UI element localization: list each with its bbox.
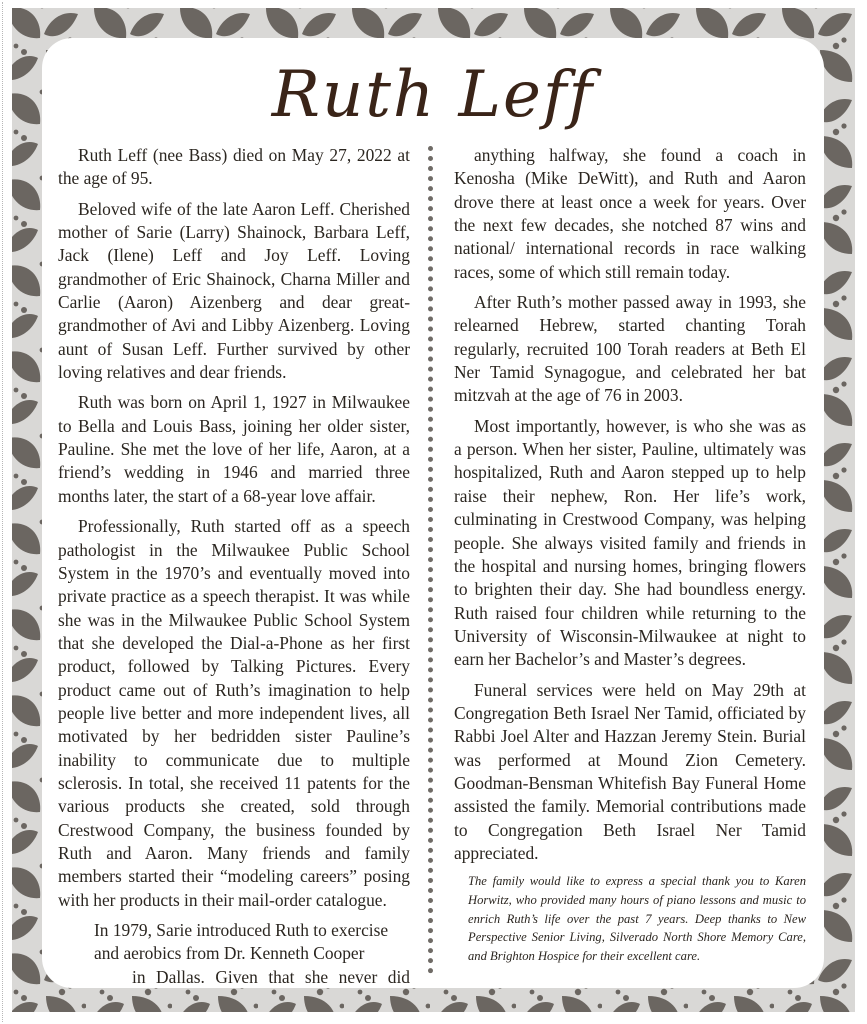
career-paragraph: Professionally, Ruth started off as a speech pathologist in the Milwaukee Public School System in the 1970’s and eventually moved into private practice as a speech therapist. It was while she was in the Milwaukee Public School System that she developed the Dial-a-Phone as her first product, followed by Talking Pictures. Every product came out of Ruth’s imagination to help people live better and more independent lives, all motivated by her bedridden sister Pauline’s inability to communicate due to multiple sclerosis. In total, she received 11 patents for the various products she created, sold through Crestwood Company, the business founded by Ruth and Aaron. Many friends and family members started their “modeling careers” posing with her products in their mail-order catalogue. (58, 516, 410, 910)
thank-you-note: The family would like to express a special thank you to Karen Horwitz, who provided many hours of piano lessons and music to enrich Ruth’s life over the past 7 years. Deep thanks to New Perspective Senior Living, Silverado North Shore Memory Care, and Brighton Hospice for their excellent care. (468, 874, 806, 963)
exercise-paragraph (58, 919, 410, 989)
left-column (58, 144, 410, 996)
character-paragraph: Most importantly, however, is who she was as a person. When her sister, Pauline, ultimately was hospitalized, Ruth and Aaron stepped up to help raise their nephew, Ron. Her life’s work, culminating in Crestwood Company, was helping people. She always visited family and friends in the hospital and nursing homes, bringing flowers to brighten their day. She had boundless energy. Ruth raised four children while returning to the University of Wisconsin-Milwaukee at night to earn her Bachelor’s and Master’s degrees. (454, 415, 806, 670)
column-divider (428, 146, 433, 974)
death-notice-paragraph: Ruth Leff (nee Bass) died on May 27, 2022 at the age of 95. (58, 145, 410, 189)
obituary-card (42, 38, 824, 988)
family-paragraph: Beloved wife of the late Aaron Leff. Cherished mother of Sarie (Larry) Shainock, Barbara Leff, Jack (Ilene) Leff and Joy Leff. Loving grandmother of Eric Shainock, Charna Miller and Carlie (Aaron) Aizenberg and dear great-grandmother of Avi and Libby Aizenberg. Loving aunt of Susan Leff. Further survived by other loving relatives and dear friends. (58, 198, 410, 383)
right-column (454, 144, 806, 972)
exercise-line-2: and aerobics from Dr. Kenneth Cooper (94, 943, 365, 964)
early-life-paragraph: Ruth was born on April 1, 1927 in Milwaukee to Bella and Louis Bass, joining her older sister, Pauline. She met the love of her life, Aaron, at a friend’s wedding in 1946 and married three months later, the start of a 68-year love affair. (58, 392, 410, 506)
page-edge-dotted-line (2, 2, 3, 1022)
exercise-line-1: In 1979, Sarie introduced Ruth to exercise (94, 920, 389, 940)
exercise-line-3: in Dallas. Given that she never did (132, 966, 410, 987)
funeral-paragraph: Funeral services were held on May 29th at Congregation Beth Israel Ner Tamid, officiated by Rabbi Joel Alter and Hazzan Jeremy Stein. Burial was performed at Mound Zion Cemetery. Goodman-Bensman Whitefish Bay Funeral Home assisted the family. Memorial contributions made to Congregation Beth Israel Ner Tamid appreciated. (454, 679, 806, 863)
hebrew-paragraph: After Ruth’s mother passed away in 1993, she relearned Hebrew, started chanting Torah regularly, recruited 100 Torah readers at Beth El Ner Tamid Synagogue, and celebrated her bat mitzvah at the age of 76 in 2003. (454, 292, 806, 406)
obituary-title: Ruth Leff (271, 58, 595, 132)
race-walking-paragraph: anything halfway, she found a coach in Kenosha (Mike DeWitt), and Ruth and Aaron drove there at least once a week for years. Over the next few decades, she notched 87 wins and national/ international records in race walking races, some of which still remain today. (454, 145, 806, 282)
